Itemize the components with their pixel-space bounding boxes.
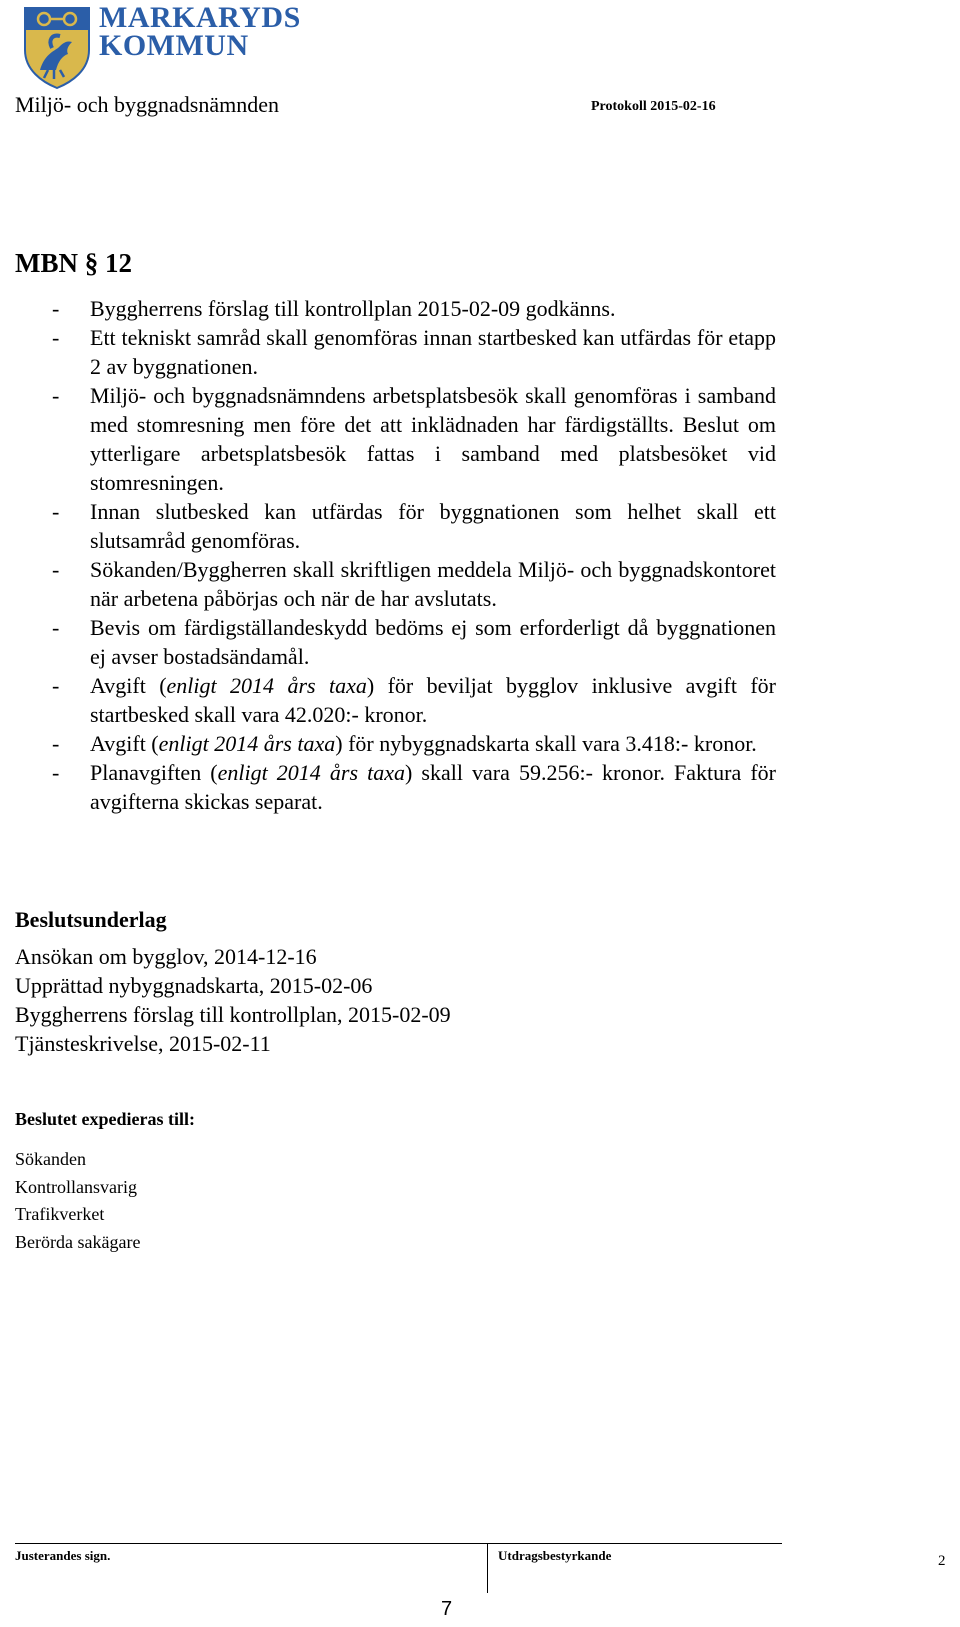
- decision-text: Sökanden/Byggherren skall skriftligen meddela Miljö- och byggnadskontoret när arbetena påbörjas och när de har avslutats.: [90, 557, 776, 611]
- decision-text: Byggherrens förslag till kontrollplan 2015-02-09 godkänns.: [90, 296, 616, 321]
- distribution-recipient: Sökanden: [15, 1149, 86, 1169]
- decision-text-italic: enligt 2014 års taxa: [166, 673, 367, 698]
- organization-name: Miljö- och byggnadsnämnden: [15, 92, 279, 117]
- decision-item: [15, 294, 776, 323]
- list-dash: -: [52, 615, 60, 640]
- distribution-recipient: Kontrollansvarig: [15, 1176, 137, 1197]
- basis-item: Ansökan om bygglov, 2014-12-16: [15, 944, 317, 969]
- decision-text: Avgift (: [90, 673, 167, 698]
- logo-wordmark: [99, 1, 301, 62]
- decision-item: [15, 729, 776, 758]
- decision-text: ) för nybyggnadskarta skall vara 3.418:- kronor.: [335, 731, 757, 756]
- coat-of-arms-icon: [22, 4, 92, 90]
- decision-item: [15, 613, 776, 671]
- list-dash: -: [52, 760, 60, 785]
- decision-text-italic: enligt 2014 års taxa: [217, 760, 405, 785]
- footer-sheet-number: 2: [938, 1553, 946, 1569]
- decision-item: [15, 555, 776, 613]
- section-title: MBN § 12: [15, 248, 132, 278]
- decision-item: [15, 497, 776, 555]
- decision-list: [15, 294, 776, 816]
- page-number: 7: [441, 1598, 453, 1620]
- list-dash: -: [52, 731, 60, 756]
- list-dash: -: [52, 383, 60, 408]
- list-dash: -: [52, 673, 60, 698]
- distribution-heading: Beslutet expedieras till:: [15, 1109, 195, 1129]
- decision-item: [15, 758, 776, 816]
- decision-text: Ett tekniskt samråd skall genomföras innan startbesked kan utfärdas för etapp 2 av byggnationen.: [90, 325, 776, 379]
- basis-heading: Beslutsunderlag: [15, 907, 167, 932]
- footer-divider: [15, 1543, 782, 1544]
- basis-list: [15, 942, 451, 1058]
- distribution-list: [15, 1146, 140, 1256]
- list-dash: -: [52, 499, 60, 524]
- decision-item: [15, 671, 776, 729]
- distribution-recipient: Trafikverket: [15, 1204, 105, 1224]
- logo-line-2: KOMMUN: [99, 29, 249, 62]
- basis-item: Upprättad nybyggnadskarta, 2015-02-06: [15, 973, 373, 998]
- distribution-recipient: Berörda sakägare: [15, 1231, 141, 1252]
- footer-certification-label: Utdragsbestyrkande: [498, 1548, 612, 1563]
- logo-line-1: MARKARYDS: [99, 1, 301, 34]
- municipality-logo: [22, 1, 322, 94]
- decision-item: [15, 323, 776, 381]
- decision-text-italic: enligt 2014 års taxa: [158, 731, 336, 756]
- decision-item: [15, 381, 776, 497]
- basis-item: Byggherrens förslag till kontrollplan, 2015-02-09: [15, 1002, 451, 1027]
- basis-item: Tjänsteskrivelse, 2015-02-11: [15, 1031, 271, 1056]
- protocol-date: Protokoll 2015-02-16: [591, 99, 716, 114]
- list-dash: -: [52, 557, 60, 582]
- list-dash: -: [52, 325, 60, 350]
- footer-signature-label: Justerandes sign.: [15, 1548, 111, 1563]
- decision-text: ) för beviljat bygglov inklusive avgift för startbesked skall vara 42.020:- kronor.: [90, 673, 777, 727]
- decision-text: Innan slutbesked kan utfärdas för byggnationen som helhet skall ett slutsamråd genomföras.: [90, 499, 776, 553]
- decision-text: Bevis om färdigställandeskydd bedöms ej som erforderligt då byggnationen ej avser bostadsändamål.: [90, 615, 776, 669]
- footer-vertical-divider: [487, 1543, 488, 1593]
- list-dash: -: [52, 296, 60, 321]
- decision-text: ) skall vara 59.256:- kronor. Faktura för avgifterna skickas separat.: [90, 760, 776, 814]
- decision-text: Avgift (: [90, 731, 159, 756]
- decision-text: Planavgiften (: [90, 760, 218, 785]
- decision-text: Miljö- och byggnadsnämndens arbetsplatsbesök skall genomföras i samband med stomresning men före det att inklädnaden har färdigställts. Beslut om ytterligare arbetsplatsbesök fattas i samband med platsbesöket vid stomresningen.: [90, 383, 776, 495]
